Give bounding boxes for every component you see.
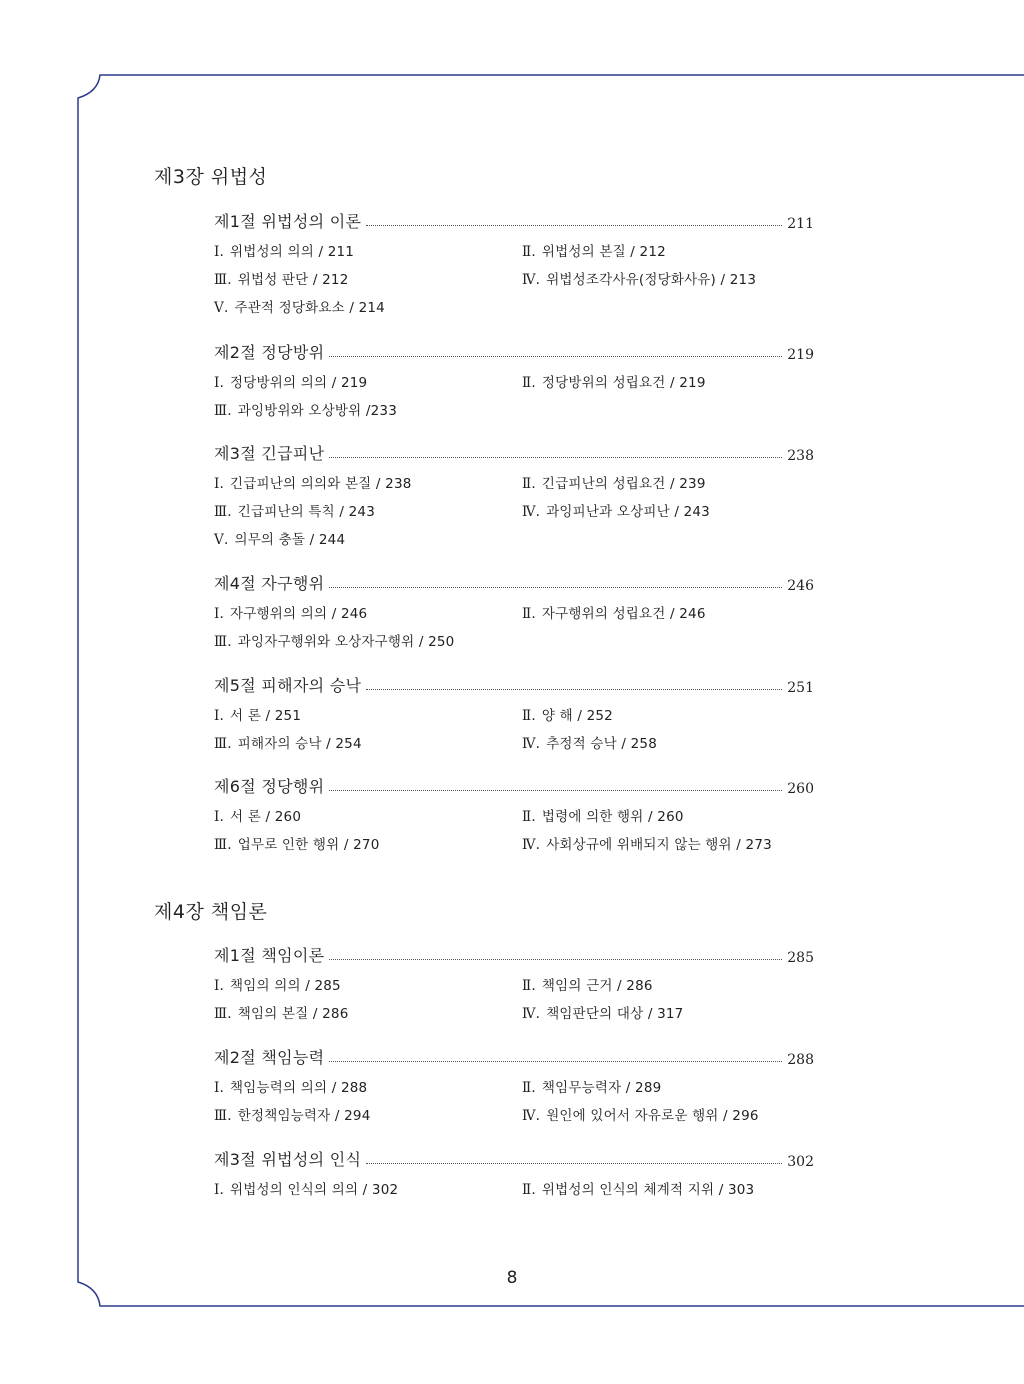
subitem-text: 긴급피난의 의의와 본질 / 238 xyxy=(230,476,412,492)
subitem-text: 정당방위의 성립요건 / 219 xyxy=(541,375,706,391)
subitem-text: 위법성 판단 / 212 xyxy=(237,272,349,288)
subitem-text: 긴급피난의 특칙 / 243 xyxy=(237,504,375,520)
toc-section-entry[interactable] xyxy=(214,570,814,594)
toc-section-entry[interactable] xyxy=(214,1146,814,1170)
subitem-text: 사회상규에 위배되지 않는 행위 / 273 xyxy=(546,837,772,853)
dot-leader xyxy=(329,959,782,960)
roman-numeral: Ⅲ. xyxy=(214,272,232,288)
toc-subitem[interactable] xyxy=(214,371,367,391)
roman-numeral: Ⅰ. xyxy=(214,1080,225,1096)
roman-numeral: Ⅰ. xyxy=(214,978,225,994)
subitem-text: 의무의 충돌 / 244 xyxy=(234,532,346,548)
toc-subitem[interactable] xyxy=(522,833,772,853)
roman-numeral: Ⅳ. xyxy=(522,1108,541,1124)
roman-numeral: Ⅱ. xyxy=(522,606,536,622)
section-page-number: 211 xyxy=(787,216,814,232)
section-page-number: 219 xyxy=(787,347,814,363)
section-page-number: 251 xyxy=(787,680,814,696)
roman-numeral: Ⅰ. xyxy=(214,1182,225,1198)
section-page-number: 238 xyxy=(787,448,814,464)
roman-numeral: Ⅲ. xyxy=(214,1006,232,1022)
roman-numeral: Ⅴ. xyxy=(214,532,229,548)
subitem-text: 피해자의 승낙 / 254 xyxy=(237,736,362,752)
subitem-text: 위법성의 본질 / 212 xyxy=(541,244,666,260)
subitem-text: 한정책임능력자 / 294 xyxy=(237,1108,371,1124)
subitem-text: 주관적 정당화요소 / 214 xyxy=(234,300,385,316)
roman-numeral: Ⅲ. xyxy=(214,634,232,650)
section-title: 제1절 책임이론 xyxy=(214,946,325,965)
toc-subitem[interactable] xyxy=(522,1104,759,1124)
subitem-text: 위법성의 의의 / 211 xyxy=(230,244,355,260)
toc-subitem[interactable] xyxy=(522,472,706,492)
toc-subitem[interactable] xyxy=(522,805,684,825)
subitem-text: 양 해 / 252 xyxy=(541,708,613,724)
subitem-text: 과잉자구행위와 오상자구행위 / 250 xyxy=(237,634,455,650)
roman-numeral: Ⅱ. xyxy=(522,809,536,825)
roman-numeral: Ⅳ. xyxy=(522,837,541,853)
dot-leader xyxy=(366,1163,782,1164)
section-title: 제2절 책임능력 xyxy=(214,1048,325,1067)
subitem-text: 책임의 본질 / 286 xyxy=(237,1006,349,1022)
subitem-text: 과잉피난과 오상피난 / 243 xyxy=(546,504,710,520)
subitem-text: 위법성의 인식의 의의 / 302 xyxy=(230,1182,399,1198)
roman-numeral: Ⅲ. xyxy=(214,403,232,419)
subitem-text: 과잉방위와 오상방위 /233 xyxy=(237,403,397,419)
roman-numeral: Ⅲ. xyxy=(214,1108,232,1124)
toc-subitem[interactable] xyxy=(214,268,349,288)
subitem-text: 정당방위의 의의 / 219 xyxy=(230,375,368,391)
toc-subitem[interactable] xyxy=(522,1002,683,1022)
chapter-title: 제4장 책임론 xyxy=(154,901,268,923)
toc-section-entry[interactable] xyxy=(214,773,814,797)
toc-subitem[interactable] xyxy=(214,1076,367,1096)
section-title: 제6절 정당행위 xyxy=(214,777,325,796)
subitem-text: 책임능력의 의의 / 288 xyxy=(230,1080,368,1096)
toc-subitem[interactable] xyxy=(522,268,756,288)
subitem-text: 원인에 있어서 자유로운 행위 / 296 xyxy=(546,1108,759,1124)
toc-subitem[interactable] xyxy=(522,371,706,391)
roman-numeral: Ⅴ. xyxy=(214,300,229,316)
toc-subitem[interactable] xyxy=(522,500,710,520)
toc-subitem[interactable] xyxy=(214,732,362,752)
toc-subitem[interactable] xyxy=(522,602,706,622)
section-page-number: 302 xyxy=(787,1154,814,1170)
subitem-text: 추정적 승낙 / 258 xyxy=(546,736,657,752)
roman-numeral: Ⅲ. xyxy=(214,736,232,752)
section-title: 제3절 긴급피난 xyxy=(214,444,325,463)
toc-subitem[interactable] xyxy=(214,1002,349,1022)
roman-numeral: Ⅱ. xyxy=(522,1080,536,1096)
roman-numeral: Ⅳ. xyxy=(522,736,541,752)
toc-subitem[interactable] xyxy=(214,704,301,724)
subitem-text: 위법성의 인식의 체계적 지위 / 303 xyxy=(541,1182,755,1198)
section-title: 제2절 정당방위 xyxy=(214,343,325,362)
toc-subitem[interactable] xyxy=(214,528,345,548)
section-page-number: 246 xyxy=(787,578,814,594)
roman-numeral: Ⅱ. xyxy=(522,708,536,724)
dot-leader xyxy=(329,790,782,791)
toc-subitem[interactable] xyxy=(522,1076,661,1096)
dot-leader xyxy=(329,587,782,588)
roman-numeral: Ⅱ. xyxy=(522,244,536,260)
roman-numeral: Ⅲ. xyxy=(214,837,232,853)
roman-numeral: Ⅰ. xyxy=(214,375,225,391)
dot-leader xyxy=(329,457,782,458)
toc-subitem[interactable] xyxy=(214,472,412,492)
toc-subitem[interactable] xyxy=(214,1178,398,1198)
toc-subitem[interactable] xyxy=(214,399,397,419)
toc-section-entry[interactable] xyxy=(214,339,814,363)
subitem-text: 법령에 의한 행위 / 260 xyxy=(541,809,684,825)
roman-numeral: Ⅰ. xyxy=(214,809,225,825)
roman-numeral: Ⅰ. xyxy=(214,476,225,492)
subitem-text: 위법성조각사유(정당화사유) / 213 xyxy=(546,272,757,288)
toc-subitem[interactable] xyxy=(214,500,375,520)
page-number: 8 xyxy=(506,1268,518,1288)
subitem-text: 서 론 / 251 xyxy=(230,708,302,724)
roman-numeral: Ⅰ. xyxy=(214,708,225,724)
toc-subitem[interactable] xyxy=(214,240,354,260)
roman-numeral: Ⅳ. xyxy=(522,272,541,288)
roman-numeral: Ⅱ. xyxy=(522,375,536,391)
section-page-number: 288 xyxy=(787,1052,814,1068)
toc-subitem[interactable] xyxy=(522,704,613,724)
subitem-text: 책임의 근거 / 286 xyxy=(541,978,653,994)
toc-subitem[interactable] xyxy=(214,805,301,825)
subitem-text: 업무로 인한 행위 / 270 xyxy=(237,837,380,853)
roman-numeral: Ⅱ. xyxy=(522,978,536,994)
toc-subitem[interactable] xyxy=(214,833,380,853)
toc-subitem[interactable] xyxy=(522,240,666,260)
dot-leader xyxy=(329,1061,782,1062)
roman-numeral: Ⅱ. xyxy=(522,1182,536,1198)
roman-numeral: Ⅳ. xyxy=(522,1006,541,1022)
toc-section-entry[interactable] xyxy=(214,208,814,232)
toc-subitem[interactable] xyxy=(214,630,454,650)
subitem-text: 책임무능력자 / 289 xyxy=(541,1080,662,1096)
section-title: 제5절 피해자의 승낙 xyxy=(214,676,362,695)
roman-numeral: Ⅰ. xyxy=(214,244,225,260)
section-page-number: 285 xyxy=(787,950,814,966)
section-title: 제3절 위법성의 인식 xyxy=(214,1150,362,1169)
section-page-number: 260 xyxy=(787,781,814,797)
roman-numeral: Ⅰ. xyxy=(214,606,225,622)
toc-section-entry[interactable] xyxy=(214,942,814,966)
subitem-text: 서 론 / 260 xyxy=(230,809,302,825)
chapter-title: 제3장 위법성 xyxy=(154,166,268,188)
dot-leader xyxy=(329,356,782,357)
subitem-text: 자구행위의 의의 / 246 xyxy=(230,606,368,622)
toc-subitem[interactable] xyxy=(214,1104,371,1124)
subitem-text: 책임의 의의 / 285 xyxy=(230,978,341,994)
toc-section-entry[interactable] xyxy=(214,440,814,464)
toc-subitem[interactable] xyxy=(214,974,341,994)
toc-subitem[interactable] xyxy=(214,602,367,622)
subitem-text: 책임판단의 대상 / 317 xyxy=(546,1006,684,1022)
toc-section-entry[interactable] xyxy=(214,672,814,696)
dot-leader xyxy=(366,225,782,226)
subitem-text: 긴급피난의 성립요건 / 239 xyxy=(541,476,706,492)
section-title: 제1절 위법성의 이론 xyxy=(214,212,362,231)
toc-subitem[interactable] xyxy=(522,974,653,994)
subitem-text: 자구행위의 성립요건 / 246 xyxy=(541,606,706,622)
roman-numeral: Ⅱ. xyxy=(522,476,536,492)
section-title: 제4절 자구행위 xyxy=(214,574,325,593)
roman-numeral: Ⅳ. xyxy=(522,504,541,520)
dot-leader xyxy=(366,689,782,690)
toc-subitem[interactable] xyxy=(522,732,657,752)
roman-numeral: Ⅲ. xyxy=(214,504,232,520)
toc-section-entry[interactable] xyxy=(214,1044,814,1068)
toc-subitem[interactable] xyxy=(214,296,385,316)
toc-subitem[interactable] xyxy=(522,1178,754,1198)
